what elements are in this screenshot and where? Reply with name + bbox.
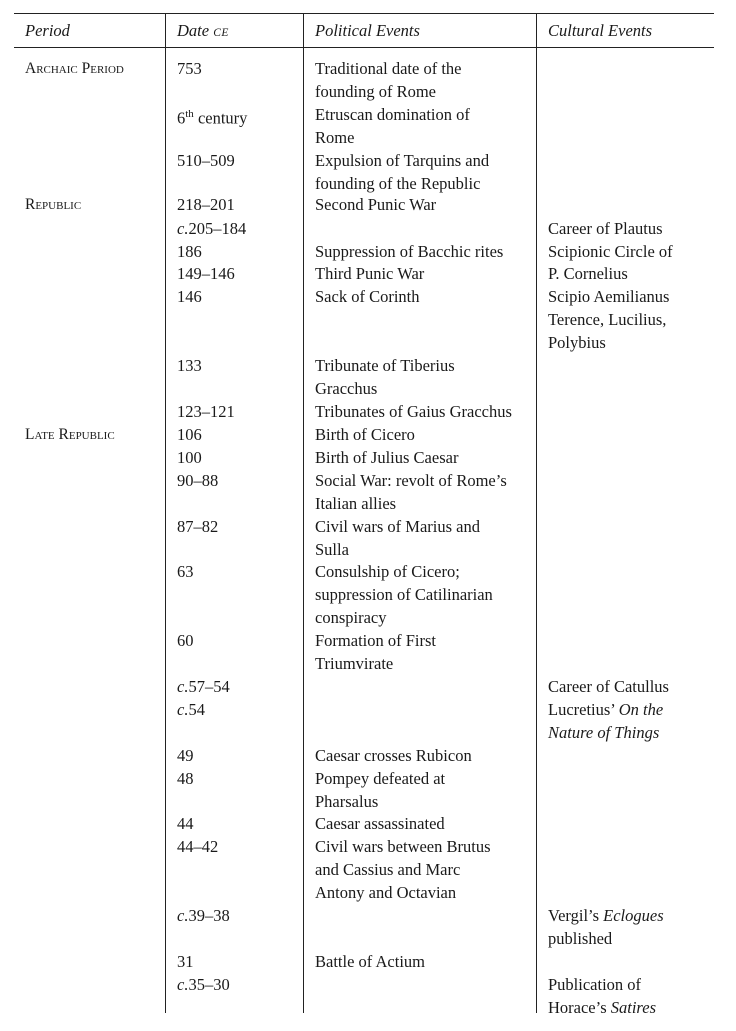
political-event: Third Punic War (315, 264, 425, 283)
date-cell: 87–82 (177, 517, 219, 536)
event-line: Etruscan domination of (315, 105, 470, 124)
event-line: Terence, Lucilius, (548, 310, 667, 329)
political-event: Battle of Actium (315, 952, 425, 971)
date-cell: 31 (177, 952, 194, 971)
cultural-event (548, 285, 714, 354)
date-cell: 123–121 (177, 402, 235, 421)
cultural-event: Scipionic Circle of (548, 242, 673, 261)
date-cell: 510–509 (177, 151, 235, 170)
date-value: 39–38 (188, 906, 230, 925)
text-plain: Lucretius’ (548, 700, 619, 719)
date-rest: century (193, 108, 248, 128)
event-line: Consulship of Cicero; (315, 562, 460, 581)
political-event: Birth of Cicero (315, 425, 415, 444)
header-rule (14, 47, 714, 48)
cultural-event (548, 698, 714, 744)
political-event (315, 103, 535, 149)
event-line: Civil wars of Marius and (315, 517, 480, 536)
date-cell (177, 698, 299, 721)
period-archaic: Archaic Period (25, 60, 124, 77)
date-cell: 48 (177, 769, 194, 788)
date-cell: 63 (177, 562, 194, 581)
date-cell (177, 103, 299, 130)
date-cell: 100 (177, 448, 202, 467)
date-value: 57–54 (188, 677, 230, 696)
date-cell: 186 (177, 242, 202, 261)
event-line: Pompey defeated at (315, 769, 446, 788)
date-cell (177, 217, 299, 240)
political-event (315, 629, 535, 675)
event-line: founding of Rome (315, 82, 436, 101)
political-event (315, 767, 535, 813)
header-political: Political Events (315, 21, 420, 40)
cultural-event (548, 973, 714, 1019)
header-period: Period (25, 21, 70, 40)
work-title: Nature of Things (548, 723, 660, 742)
event-line: Polybius (548, 333, 606, 352)
period-late-republic: Late Republic (25, 426, 115, 443)
political-event (315, 354, 535, 400)
date-cell: 146 (177, 287, 202, 306)
event-line (548, 996, 714, 1019)
political-event (315, 515, 535, 561)
circa-mark: c. (177, 700, 189, 719)
circa-mark: c. (177, 677, 189, 696)
cultural-event: P. Cornelius (548, 264, 628, 283)
event-line: Italian allies (315, 494, 397, 513)
cultural-event (548, 904, 714, 950)
header-date-era: CE (213, 27, 229, 39)
political-event (315, 560, 535, 629)
date-value: 35–30 (188, 975, 230, 994)
political-event: Caesar crosses Rubicon (315, 746, 472, 765)
event-line: founding of the Republic (315, 174, 481, 193)
event-line: Publication of (548, 975, 642, 994)
date-num: 6 (177, 108, 186, 128)
political-event (315, 149, 535, 195)
period-republic: Republic (25, 196, 82, 213)
cultural-event: Career of Catullus (548, 677, 669, 696)
political-event: Sack of Corinth (315, 287, 420, 306)
column-divider-3 (536, 13, 537, 1013)
event-line: and Cassius and Marc (315, 860, 461, 879)
event-line (548, 904, 714, 927)
date-cell (177, 675, 299, 698)
date-cell: 90–88 (177, 471, 219, 490)
cultural-event: Career of Plautus (548, 219, 663, 238)
event-line: Rome (315, 128, 355, 147)
date-cell: 753 (177, 59, 202, 78)
political-event (315, 469, 535, 515)
event-line: Pharsalus (315, 792, 379, 811)
event-line (548, 698, 714, 721)
date-sup: th (185, 108, 194, 120)
text-plain: Horace’s (548, 998, 611, 1017)
political-event: Caesar assassinated (315, 814, 445, 833)
column-divider-1 (165, 13, 166, 1013)
header-date (177, 20, 229, 44)
text-plain: Vergil’s (548, 906, 604, 925)
date-cell: 44–42 (177, 837, 219, 856)
event-line: Social War: revolt of Rome’s (315, 471, 507, 490)
political-event: Suppression of Bacchic rites (315, 242, 504, 261)
event-line: Sulla (315, 540, 349, 559)
event-line: Expulsion of Tarquins and (315, 151, 490, 170)
political-event (315, 57, 535, 103)
date-value: 205–184 (188, 219, 247, 238)
date-cell: 106 (177, 425, 202, 444)
work-title: Eclogues (603, 906, 664, 925)
political-event: Second Punic War (315, 195, 437, 214)
header-cultural: Cultural Events (548, 21, 653, 40)
event-line: Scipio Aemilianus (548, 287, 670, 306)
event-line: conspiracy (315, 608, 387, 627)
date-cell (177, 973, 299, 996)
top-rule (14, 13, 714, 14)
date-cell: 49 (177, 746, 194, 765)
date-cell: 218–201 (177, 195, 235, 214)
date-cell: 133 (177, 356, 202, 375)
circa-mark: c. (177, 219, 189, 238)
event-line: Gracchus (315, 379, 378, 398)
event-line: Formation of First (315, 631, 437, 650)
event-line: suppression of Catilinarian (315, 585, 493, 604)
circa-mark: c. (177, 975, 189, 994)
date-value: 54 (188, 700, 205, 719)
header-date-label: Date (177, 21, 210, 40)
political-event: Birth of Julius Caesar (315, 448, 459, 467)
date-cell: 44 (177, 814, 194, 833)
political-event (315, 835, 535, 904)
date-cell: 149–146 (177, 264, 235, 283)
work-title: On the (618, 700, 664, 719)
circa-mark: c. (177, 906, 189, 925)
work-title: Satires (610, 998, 656, 1017)
political-event: Tribunates of Gaius Gracchus (315, 402, 512, 421)
date-cell: 60 (177, 631, 194, 650)
event-line: published (548, 929, 613, 948)
event-line: Tribunate of Tiberius (315, 356, 455, 375)
event-line: Civil wars between Brutus (315, 837, 491, 856)
event-line: Traditional date of the (315, 59, 462, 78)
date-cell (177, 904, 299, 927)
event-line: Antony and Octavian (315, 883, 457, 902)
column-divider-2 (303, 13, 304, 1013)
event-line: Triumvirate (315, 654, 394, 673)
